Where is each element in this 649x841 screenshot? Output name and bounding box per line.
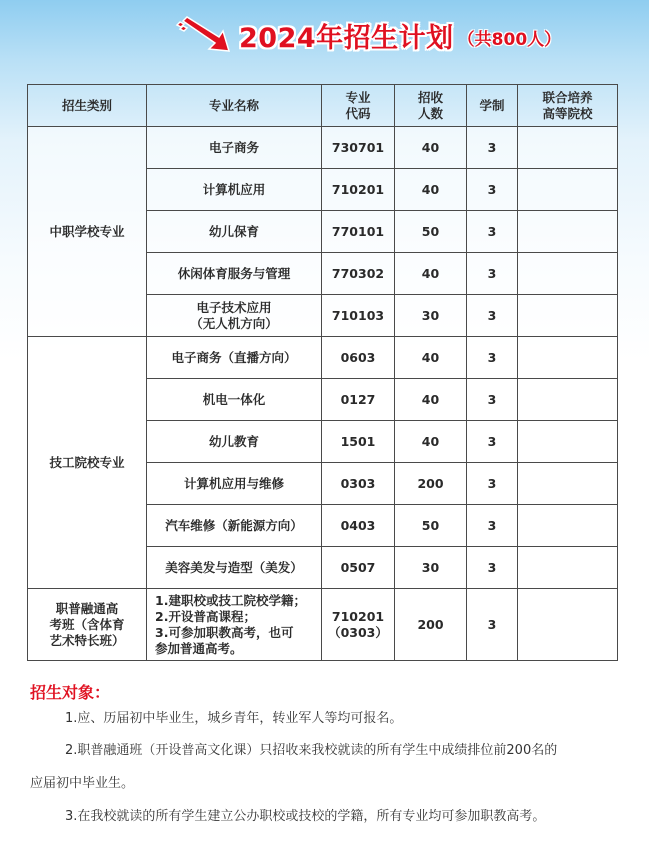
major-code-cell: 0127	[322, 379, 395, 421]
years-cell: 3	[467, 295, 518, 337]
admission-item-2-continued: 应届初中毕业生。	[30, 776, 135, 791]
enrollment-count-cell: 200	[395, 463, 467, 505]
partner-college-cell	[518, 421, 618, 463]
enrollment-count-cell: 200	[395, 589, 467, 661]
major-name-cell: 机电一体化	[147, 379, 322, 421]
major-name-cell: 计算机应用	[147, 169, 322, 211]
page-title: 2024年招生计划	[239, 22, 454, 54]
enrollment-count-cell: 50	[395, 505, 467, 547]
major-code-cell: 730701	[322, 127, 395, 169]
major-name-cell: 幼儿保育	[147, 211, 322, 253]
enrollment-count-cell: 30	[395, 295, 467, 337]
enrollment-plan-table	[27, 84, 618, 661]
years-cell: 3	[467, 169, 518, 211]
category-cell: 职普融通高 考班（含体育 艺术特长班）	[28, 589, 147, 661]
years-cell: 3	[467, 589, 518, 661]
column-header-years: 学制	[467, 85, 518, 127]
years-cell: 3	[467, 547, 518, 589]
column-header-enrollment-count: 招收 人数	[395, 85, 467, 127]
partner-college-cell	[518, 211, 618, 253]
column-header-major-code: 专业 代码	[322, 85, 395, 127]
column-header-category: 招生类别	[28, 85, 147, 127]
major-code-cell: 770101	[322, 211, 395, 253]
major-name-cell: 电子技术应用 （无人机方向）	[147, 295, 322, 337]
page-subtitle: （共800人）	[457, 29, 562, 50]
enrollment-count-cell: 40	[395, 169, 467, 211]
admission-item-1: 1.应、历届初中毕业生，城乡青年，转业军人等均可报名。	[65, 711, 403, 726]
enrollment-count-cell: 30	[395, 547, 467, 589]
major-code-cell: 1501	[322, 421, 395, 463]
years-cell: 3	[467, 127, 518, 169]
partner-college-cell	[518, 379, 618, 421]
major-name-cell: 休闲体育服务与管理	[147, 253, 322, 295]
program-description-cell: 1.建职校或技工院校学籍； 2.开设普高课程； 3.可参加职教高考，也可 参加普通高考。	[147, 589, 322, 661]
column-header-partner-college: 联合培养 高等院校	[518, 85, 618, 127]
enrollment-count-cell: 40	[395, 253, 467, 295]
table-row	[28, 589, 618, 661]
red-arrow-icon	[175, 15, 233, 55]
admission-item-3: 3.在我校就读的所有学生建立公办职校或技校的学籍，所有专业均可参加职教高考。	[65, 809, 546, 824]
major-code-cell: 0507	[322, 547, 395, 589]
major-code-cell: 0303	[322, 463, 395, 505]
partner-college-cell	[518, 295, 618, 337]
enrollment-count-cell: 40	[395, 379, 467, 421]
partner-college-cell	[518, 169, 618, 211]
enrollment-count-cell: 50	[395, 211, 467, 253]
partner-college-cell	[518, 505, 618, 547]
major-name-cell: 幼儿教育	[147, 421, 322, 463]
partner-college-cell	[518, 253, 618, 295]
enrollment-count-cell: 40	[395, 337, 467, 379]
enrollment-count-cell: 40	[395, 421, 467, 463]
table-row	[28, 127, 618, 169]
partner-college-cell	[518, 337, 618, 379]
major-code-cell: 770302	[322, 253, 395, 295]
years-cell: 3	[467, 379, 518, 421]
years-cell: 3	[467, 211, 518, 253]
major-name-cell: 电子商务	[147, 127, 322, 169]
years-cell: 3	[467, 505, 518, 547]
major-code-cell: 710103	[322, 295, 395, 337]
major-code-cell: 710201 （0303）	[322, 589, 395, 661]
admission-item-2: 2.职普融通班（开设普高文化课）只招收来我校就读的所有学生中成绩排位前200名的	[65, 743, 558, 758]
major-name-cell: 汽车维修（新能源方向）	[147, 505, 322, 547]
major-name-cell: 计算机应用与维修	[147, 463, 322, 505]
years-cell: 3	[467, 421, 518, 463]
partner-college-cell	[518, 547, 618, 589]
category-cell: 中职学校专业	[28, 127, 147, 337]
major-name-cell: 美容美发与造型（美发）	[147, 547, 322, 589]
years-cell: 3	[467, 463, 518, 505]
enrollment-count-cell: 40	[395, 127, 467, 169]
major-code-cell: 0403	[322, 505, 395, 547]
table-row	[28, 337, 618, 379]
partner-college-cell	[518, 463, 618, 505]
partner-college-cell	[518, 127, 618, 169]
table-header-row	[28, 85, 618, 127]
page-header	[175, 10, 561, 60]
major-code-cell: 710201	[322, 169, 395, 211]
admission-section-title: 招生对象：	[30, 683, 111, 702]
major-code-cell: 0603	[322, 337, 395, 379]
years-cell: 3	[467, 337, 518, 379]
major-name-cell: 电子商务（直播方向）	[147, 337, 322, 379]
years-cell: 3	[467, 253, 518, 295]
column-header-major-name: 专业名称	[147, 85, 322, 127]
category-cell: 技工院校专业	[28, 337, 147, 589]
partner-college-cell	[518, 589, 618, 661]
